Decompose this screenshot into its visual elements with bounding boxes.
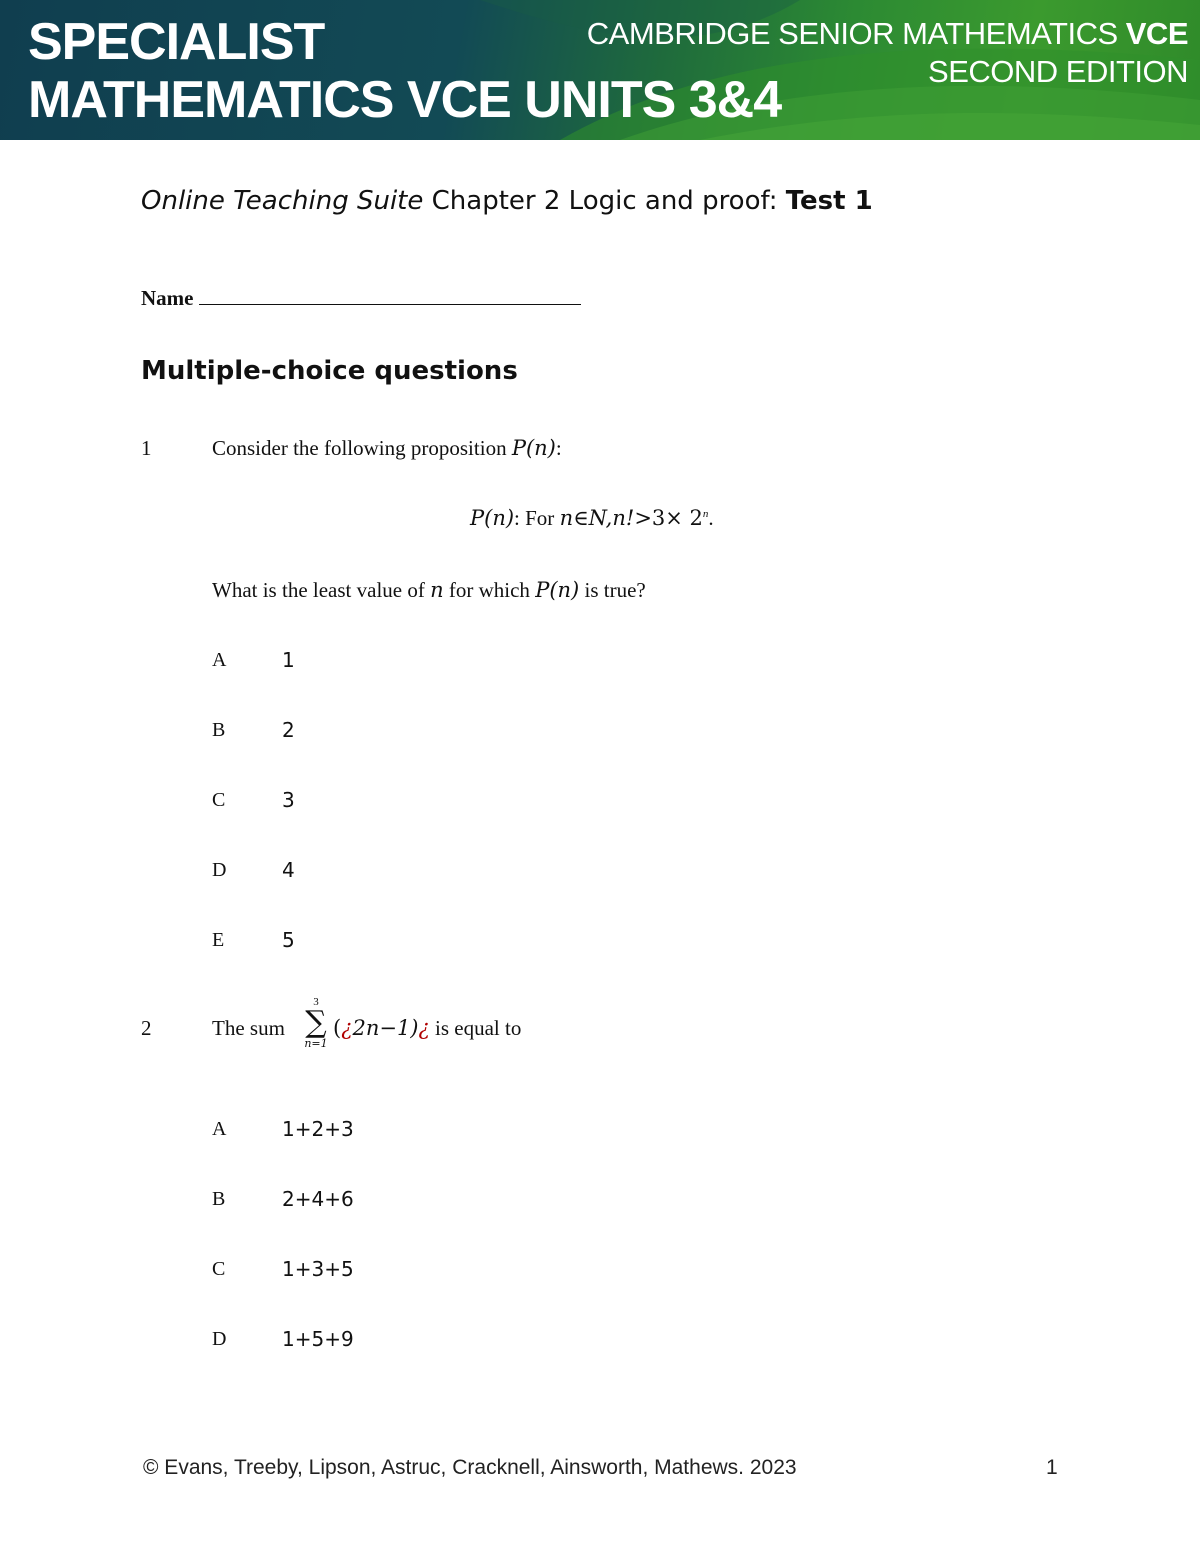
formula-mid: : For [514,506,560,530]
q2-expr: 2n−1) [352,1016,419,1040]
summation-symbol [301,996,331,1050]
section-heading: Multiple-choice questions [141,356,518,386]
footer-page-number: 1 [1046,1456,1058,1479]
header-banner [0,0,1200,140]
name-field [141,286,581,311]
q1-option-b-value[interactable]: 2 [282,718,295,742]
q1-option-a-letter[interactable]: A [212,649,227,671]
question-1-prompt [212,578,646,603]
q2-glyph-1: ¿ [341,1016,353,1040]
q2-option-a-letter[interactable]: A [212,1118,227,1140]
q2-option-b-value[interactable]: 2+4+6 [282,1187,354,1211]
q1-prompt-before: What is the least value of [212,578,431,602]
q1-prompt-after: is true? [579,578,646,602]
q1-option-d-letter[interactable]: D [212,859,227,881]
footer-copyright: © Evans, Treeby, Lipson, Astruc, Cracknell, Ainsworth, Mathews. 2023 [143,1456,797,1479]
formula-exponent: n [702,508,709,520]
question-2-expression [333,1016,521,1041]
heading-bold: Test 1 [785,186,873,216]
formula-end: . [708,506,714,530]
heading-italic: Online Teaching Suite [141,186,424,216]
q1-text-after: : [555,436,562,460]
question-2-text-before: The sum [212,1016,285,1040]
question-1-text [212,436,562,461]
sigma-lower-limit: n=1 [304,1037,328,1050]
q1-option-e-value[interactable]: 5 [282,928,295,952]
banner-series-bold: VCE [1125,16,1188,51]
formula-lhs: P(n) [470,506,515,530]
question-1-number: 1 [141,436,152,460]
sigma-icon: ∑ [305,1005,327,1040]
banner-series-prefix: CAMBRIDGE SENIOR MATHEMATICS [586,16,1126,51]
q1-prompt-mid: for which [443,578,536,602]
q2-option-a-value[interactable]: 1+2+3 [282,1117,354,1141]
q1-option-c-value[interactable]: 3 [282,788,295,812]
q2-option-b-letter[interactable]: B [212,1188,226,1210]
banner-series [587,16,1188,52]
q2-open-paren: ( [333,1016,342,1040]
banner-edition: SECOND EDITION [928,54,1188,89]
q2-option-c-value[interactable]: 1+3+5 [282,1257,354,1281]
question-1-formula [470,506,714,531]
q1-prompt-math: P(n) [535,578,580,602]
q1-text-before: Consider the following proposition [212,436,512,460]
name-label: Name [141,286,194,310]
banner-title-line1: SPECIALIST [28,13,325,71]
q2-text-after: is equal to [429,1016,522,1040]
q1-prompt-var: n [430,578,444,602]
formula-set: n∈N,n! [559,506,635,530]
sigma-upper-limit: 3 [313,996,319,1008]
q1-option-c-letter[interactable]: C [212,789,226,811]
q1-option-b-letter[interactable]: B [212,719,226,741]
q2-option-d-letter[interactable]: D [212,1328,227,1350]
q2-glyph-2: ¿ [418,1016,430,1040]
q1-text-math: P(n) [511,436,556,460]
q2-option-c-letter[interactable]: C [212,1258,226,1280]
formula-rhs: >3× 2 [634,506,703,530]
q1-option-a-value[interactable]: 1 [282,648,295,672]
q1-option-d-value[interactable]: 4 [282,858,295,882]
question-2-number: 2 [141,1016,152,1040]
heading-plain: Chapter 2 Logic and proof: [423,186,786,216]
banner-title-line2: MATHEMATICS VCE UNITS 3&4 [28,71,782,129]
document-heading [141,186,873,216]
name-blank-line [199,303,581,305]
q2-option-d-value[interactable]: 1+5+9 [282,1327,354,1351]
q1-option-e-letter[interactable]: E [212,929,225,951]
